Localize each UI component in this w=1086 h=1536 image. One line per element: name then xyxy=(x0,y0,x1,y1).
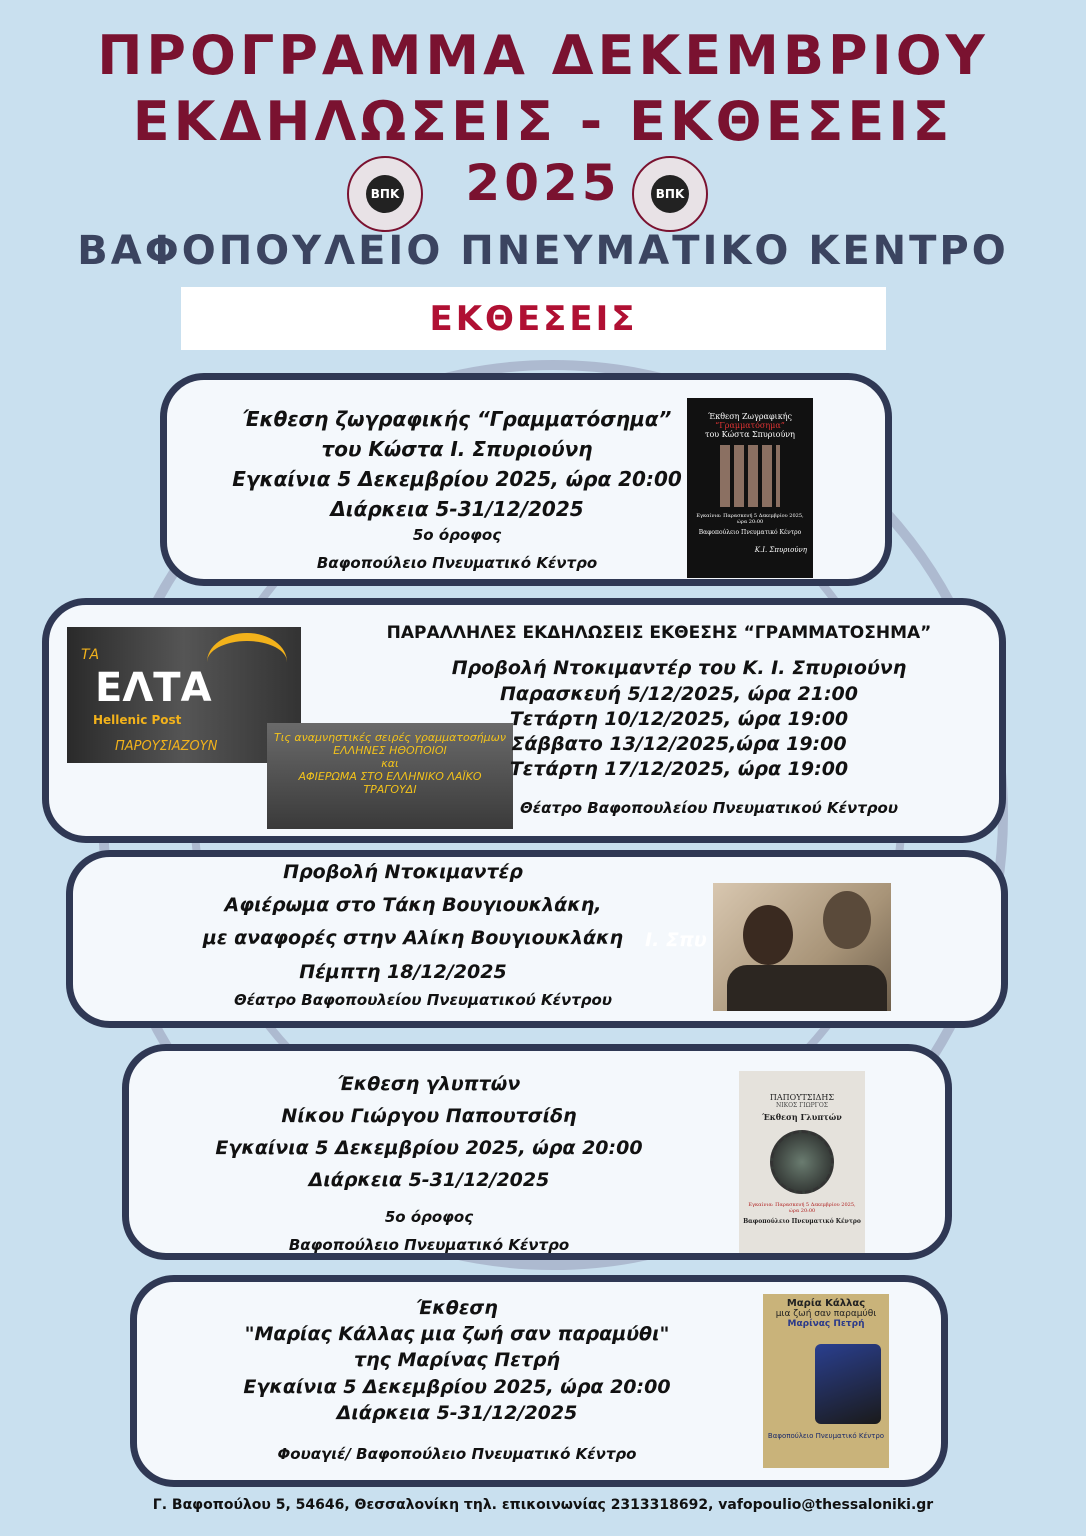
elta-ta: ΤΑ xyxy=(81,647,100,663)
event-card-sculpture-exhibition xyxy=(122,1044,952,1260)
card3-reference: με αναφορές στην Αλίκη Βουγιουκλάκη xyxy=(202,927,624,949)
card1-title: Έκθεση ζωγραφικής “Γραμματόσημα” xyxy=(242,407,672,431)
stamps-text-3: και xyxy=(381,757,399,770)
seal-logo-right xyxy=(632,156,708,232)
card4-opening: Εγκαίνια 5 Δεκεμβρίου 2025, ώρα 20:00 xyxy=(215,1137,643,1159)
card3-watermark: Ι. Σπυ xyxy=(645,929,707,951)
stamps-text-4: ΑΦΙΕΡΩΜΑ ΣΤΟ ΕΛΛΗΝΙΚΟ ΛΑΪΚΟ xyxy=(298,770,482,783)
elta-wing-icon xyxy=(207,633,287,691)
poster-date: Εγκαίνια: Παρασκευή 5 Δεκεμβρίου 2025, ώρα 20:00 xyxy=(696,513,804,525)
event-card-painting-exhibition xyxy=(160,373,892,586)
stamps-text-5: ΤΡΑΓΟΥΔΙ xyxy=(363,783,417,796)
title-line-1: ΠΡΟΓΡΑΜΜΑ ΔΕΚΕΜΒΡΙΟΥ xyxy=(97,24,989,87)
poster-t3: Μαρίνας Πετρή xyxy=(787,1319,865,1329)
poster-name: ΠΑΠΟΥΤΣΙΔΗΣ xyxy=(769,1093,835,1102)
card2-venue: Θέατρο Βαφοπουλείου Πνευματικού Κέντρου xyxy=(520,799,898,817)
title-line-2: ΕΚΔΗΛΩΣΕΙΣ - ΕΚΘΕΣΕΙΣ xyxy=(132,90,954,153)
card5-opening: Εγκαίνια 5 Δεκεμβρίου 2025, ώρα 20:00 xyxy=(243,1376,671,1398)
portrait-woman xyxy=(743,905,793,965)
seal-emblem-icon: ΒΠΚ xyxy=(651,175,689,213)
footer-contact: Γ. Βαφοπούλου 5, 54646, Θεσσαλονίκη τηλ. επικοινωνίας 2313318692, vafopoulio@thessaloniki.gr xyxy=(152,1497,934,1513)
card4-title: Έκθεση γλυπτών xyxy=(337,1073,521,1095)
event-card-documentary xyxy=(66,850,1008,1028)
section-label: ΕΚΘΕΣΕΙΣ xyxy=(181,287,886,350)
card1-opening: Εγκαίνια 5 Δεκεμβρίου 2025, ώρα 20:00 xyxy=(232,467,682,491)
card5-venue: Φουαγιέ/ Βαφοπούλειο Πνευματικό Κέντρο xyxy=(277,1445,637,1463)
card1-artist: του Κώστα Ι. Σπυριούνη xyxy=(321,437,593,461)
event-card-callas-exhibition xyxy=(130,1275,948,1487)
card4-duration: Διάρκεια 5-31/12/2025 xyxy=(308,1169,550,1191)
elta-logo-text: ΕΛΤΑ xyxy=(95,665,212,711)
stamps-text-2: ΕΛΛΗΝΕΣ ΗΘΟΠΟΙΟΙ xyxy=(333,744,447,757)
card5-duration: Διάρκεια 5-31/12/2025 xyxy=(336,1402,578,1424)
card3-venue: Θέατρο Βαφοπουλείου Πνευματικού Κέντρου xyxy=(234,991,612,1009)
stamp-grid xyxy=(720,445,780,507)
seal-emblem-icon: ΒΠΚ xyxy=(366,175,404,213)
card2-heading: ΠΑΡΑΛΛΗΛΕΣ ΕΚΔΗΛΩΣΕΙΣ ΕΚΘΕΣΗΣ “ΓΡΑΜΜΑΤΟΣΗΜΑ” xyxy=(386,623,932,643)
center-name: ΒΑΦΟΠΟΥΛΕΙΟ ΠΝΕΥΜΑΤΙΚΟ ΚΕΝΤΡΟ xyxy=(77,228,1009,274)
poster-venue: Βαφοπούλειο Πνευματικό Κέντρο xyxy=(767,1432,885,1440)
poster-author: του Κώστα Σπυριούνη xyxy=(705,430,795,439)
poster-title: Έκθεση Ζωγραφικής xyxy=(708,412,792,421)
card4-poster-image xyxy=(739,1071,865,1253)
card2-date-2: Τετάρτη 10/12/2025, ώρα 19:00 xyxy=(509,708,849,730)
card2-date-3: Σάββατο 13/12/2025,ώρα 19:00 xyxy=(511,733,847,755)
card2-date-4: Τετάρτη 17/12/2025, ώρα 19:00 xyxy=(509,758,849,780)
card3-date: Πέμπτη 18/12/2025 xyxy=(299,961,507,983)
poster-venue: Βαφοπούλειο Πνευματικό Κέντρο xyxy=(698,529,802,536)
card3-title: Προβολή Ντοκιμαντέρ xyxy=(283,861,523,883)
card5-artist: της Μαρίνας Πετρή xyxy=(353,1349,561,1371)
poster-subtitle: “Γραμματόσημα” xyxy=(715,421,785,430)
poster-first: ΝΙΚΟΣ ΓΙΩΡΓΟΣ xyxy=(775,1102,829,1109)
card2-doc-title: Προβολή Ντοκιμαντέρ του Κ. Ι. Σπυριούνη xyxy=(451,657,907,679)
card5-poster-image xyxy=(763,1294,889,1468)
card1-venue: Βαφοπούλειο Πνευματικό Κέντρο xyxy=(316,554,598,572)
poster-t2: μια ζωή σαν παραμύθι xyxy=(775,1309,877,1319)
card4-floor: 5ο όροφος xyxy=(384,1208,474,1226)
poster-date: Εγκαίνια: Παρασκευή 5 Δεκεμβρίου 2025, ώρα 20:00 xyxy=(748,1202,856,1214)
card4-artist: Νίκου Γιώργου Παπουτσίδη xyxy=(281,1105,577,1127)
card1-duration: Διάρκεια 5-31/12/2025 xyxy=(330,497,584,521)
poster-signature: Κ.Ι. Σπυριούνη xyxy=(754,546,807,554)
elta-present: ΠΑΡΟΥΣΙΑΖΟΥΝ xyxy=(115,739,218,754)
card5-exhibition-name: "Μαρίας Κάλλας μια ζωή σαν παραμύθι" xyxy=(244,1323,670,1345)
card1-floor: 5ο όροφος xyxy=(412,526,502,544)
card5-title: Έκθεση xyxy=(416,1297,498,1319)
seal-logo-left xyxy=(347,156,423,232)
portrait-bodies xyxy=(727,965,887,1011)
sculpture-sphere xyxy=(770,1130,834,1194)
elta-video-thumbnail xyxy=(67,627,301,763)
year-title: 2025 xyxy=(465,154,621,212)
card4-venue: Βαφοπούλειο Πνευματικό Κέντρο xyxy=(288,1236,570,1254)
callas-portrait xyxy=(815,1344,881,1424)
poster-t1: Μαρία Κάλλας xyxy=(786,1298,866,1309)
card2-date-1: Παρασκευή 5/12/2025, ώρα 21:00 xyxy=(500,683,858,705)
event-card-parallel-events xyxy=(42,598,1006,843)
card3-tribute: Αφιέρωμα στο Τάκη Βουγιουκλάκη, xyxy=(224,894,602,916)
stamps-text-1: Τις αναμνηστικές σειρές γραμματοσήμων xyxy=(273,731,506,744)
portrait-man xyxy=(823,891,871,949)
poster-venue: Βαφοπούλειο Πνευματικό Κέντρο xyxy=(743,1218,861,1225)
card3-portrait-image xyxy=(713,883,891,1011)
elta-hellenic-post: Hellenic Post xyxy=(93,713,182,727)
card1-poster-image xyxy=(687,398,813,578)
poster-title: Έκθεση Γλυπτών xyxy=(762,1112,842,1122)
